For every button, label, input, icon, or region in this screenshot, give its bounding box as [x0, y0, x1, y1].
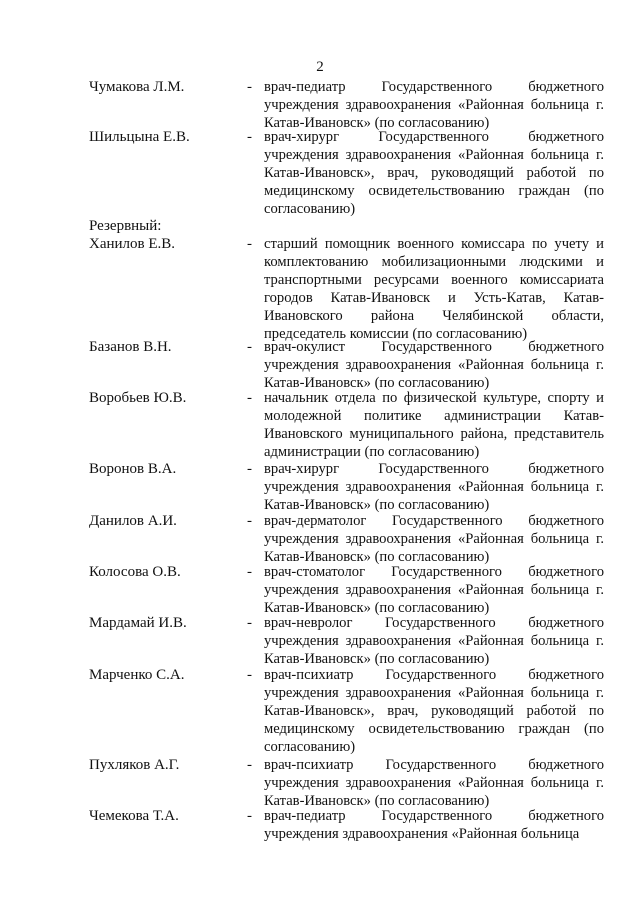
- member-description: врач-хирург Государственного бюджетного учреждения здравоохранения «Районная больница г. Катав-Ивановск» (по согласованию): [264, 461, 604, 513]
- dash: -: [247, 513, 252, 529]
- member-description: врач-стоматолог Государственного бюджетного учреждения здравоохранения «Районная больница г. Катав-Ивановск» (по согласованию): [264, 564, 604, 616]
- dash: -: [247, 615, 252, 631]
- member-name: Чумакова Л.М.: [89, 79, 185, 95]
- dash: -: [247, 129, 252, 145]
- member-name: Пухляков А.Г.: [89, 757, 180, 773]
- member-description: врач-дерматолог Государственного бюджетного учреждения здравоохранения «Районная больница г. Катав-Ивановск» (по согласованию): [264, 513, 604, 565]
- member-name: Колосова О.В.: [89, 564, 181, 580]
- member-description: начальник отдела по физической культуре, спорту и молодежной политике администрации Катав-Ивановского муниципального района, представитель администрации (по согласованию): [264, 390, 604, 460]
- dash: -: [247, 390, 252, 406]
- dash: -: [247, 461, 252, 477]
- member-name: Данилов А.И.: [89, 513, 177, 529]
- member-name: Чемекова Т.А.: [89, 808, 179, 824]
- member-description: врач-педиатр Государственного бюджетного учреждения здравоохранения «Районная больница г. Катав-Ивановск» (по согласованию): [264, 79, 604, 131]
- dash: -: [247, 79, 252, 95]
- dash: -: [247, 564, 252, 580]
- member-description: врач-психиатр Государственного бюджетного учреждения здравоохранения «Районная больница г. Катав-Ивановск» (по согласованию): [264, 757, 604, 809]
- member-description: врач-педиатр Государственного бюджетного учреждения здравоохранения «Районная больница: [264, 808, 604, 842]
- member-name: Воробьев Ю.В.: [89, 390, 187, 406]
- member-name: Воронов В.А.: [89, 461, 177, 477]
- dash: -: [247, 757, 252, 773]
- member-name: Ханилов Е.В.: [89, 236, 176, 252]
- member-description: врач-окулист Государственного бюджетного учреждения здравоохранения «Районная больница г. Катав-Ивановск» (по согласованию): [264, 339, 604, 391]
- dash: -: [247, 236, 252, 252]
- dash: -: [247, 667, 252, 683]
- member-name: Марченко С.А.: [89, 667, 185, 683]
- member-description: старший помощник военного комиссара по учету и комплектованию мобилизационными людскими и транспортными ресурсами военного комиссариата городов Катав-Ивановск и Усть-Катав, Катав-Ивановского района Челябинской области, председатель комиссии (по согласованию): [264, 236, 604, 342]
- page-number: 2: [316, 59, 324, 75]
- member-description: врач-хирург Государственного бюджетного учреждения здравоохранения «Районная больница г. Катав-Ивановск», врач, руководящий работой по медицинскому освидетельствованию граждан (по согласованию): [264, 129, 604, 217]
- member-name: Шильцына Е.В.: [89, 129, 190, 145]
- member-description: врач-невролог Государственного бюджетного учреждения здравоохранения «Районная больница г. Катав-Ивановск» (по согласованию): [264, 615, 604, 667]
- section-label-reserve: Резервный:: [89, 218, 162, 234]
- member-name: Мардамай И.В.: [89, 615, 187, 631]
- dash: -: [247, 808, 252, 824]
- dash: -: [247, 339, 252, 355]
- member-name: Базанов В.Н.: [89, 339, 172, 355]
- member-description: врач-психиатр Государственного бюджетного учреждения здравоохранения «Районная больница г. Катав-Ивановск», врач, руководящий работой по медицинскому освидетельствованию граждан (по согласованию): [264, 667, 604, 755]
